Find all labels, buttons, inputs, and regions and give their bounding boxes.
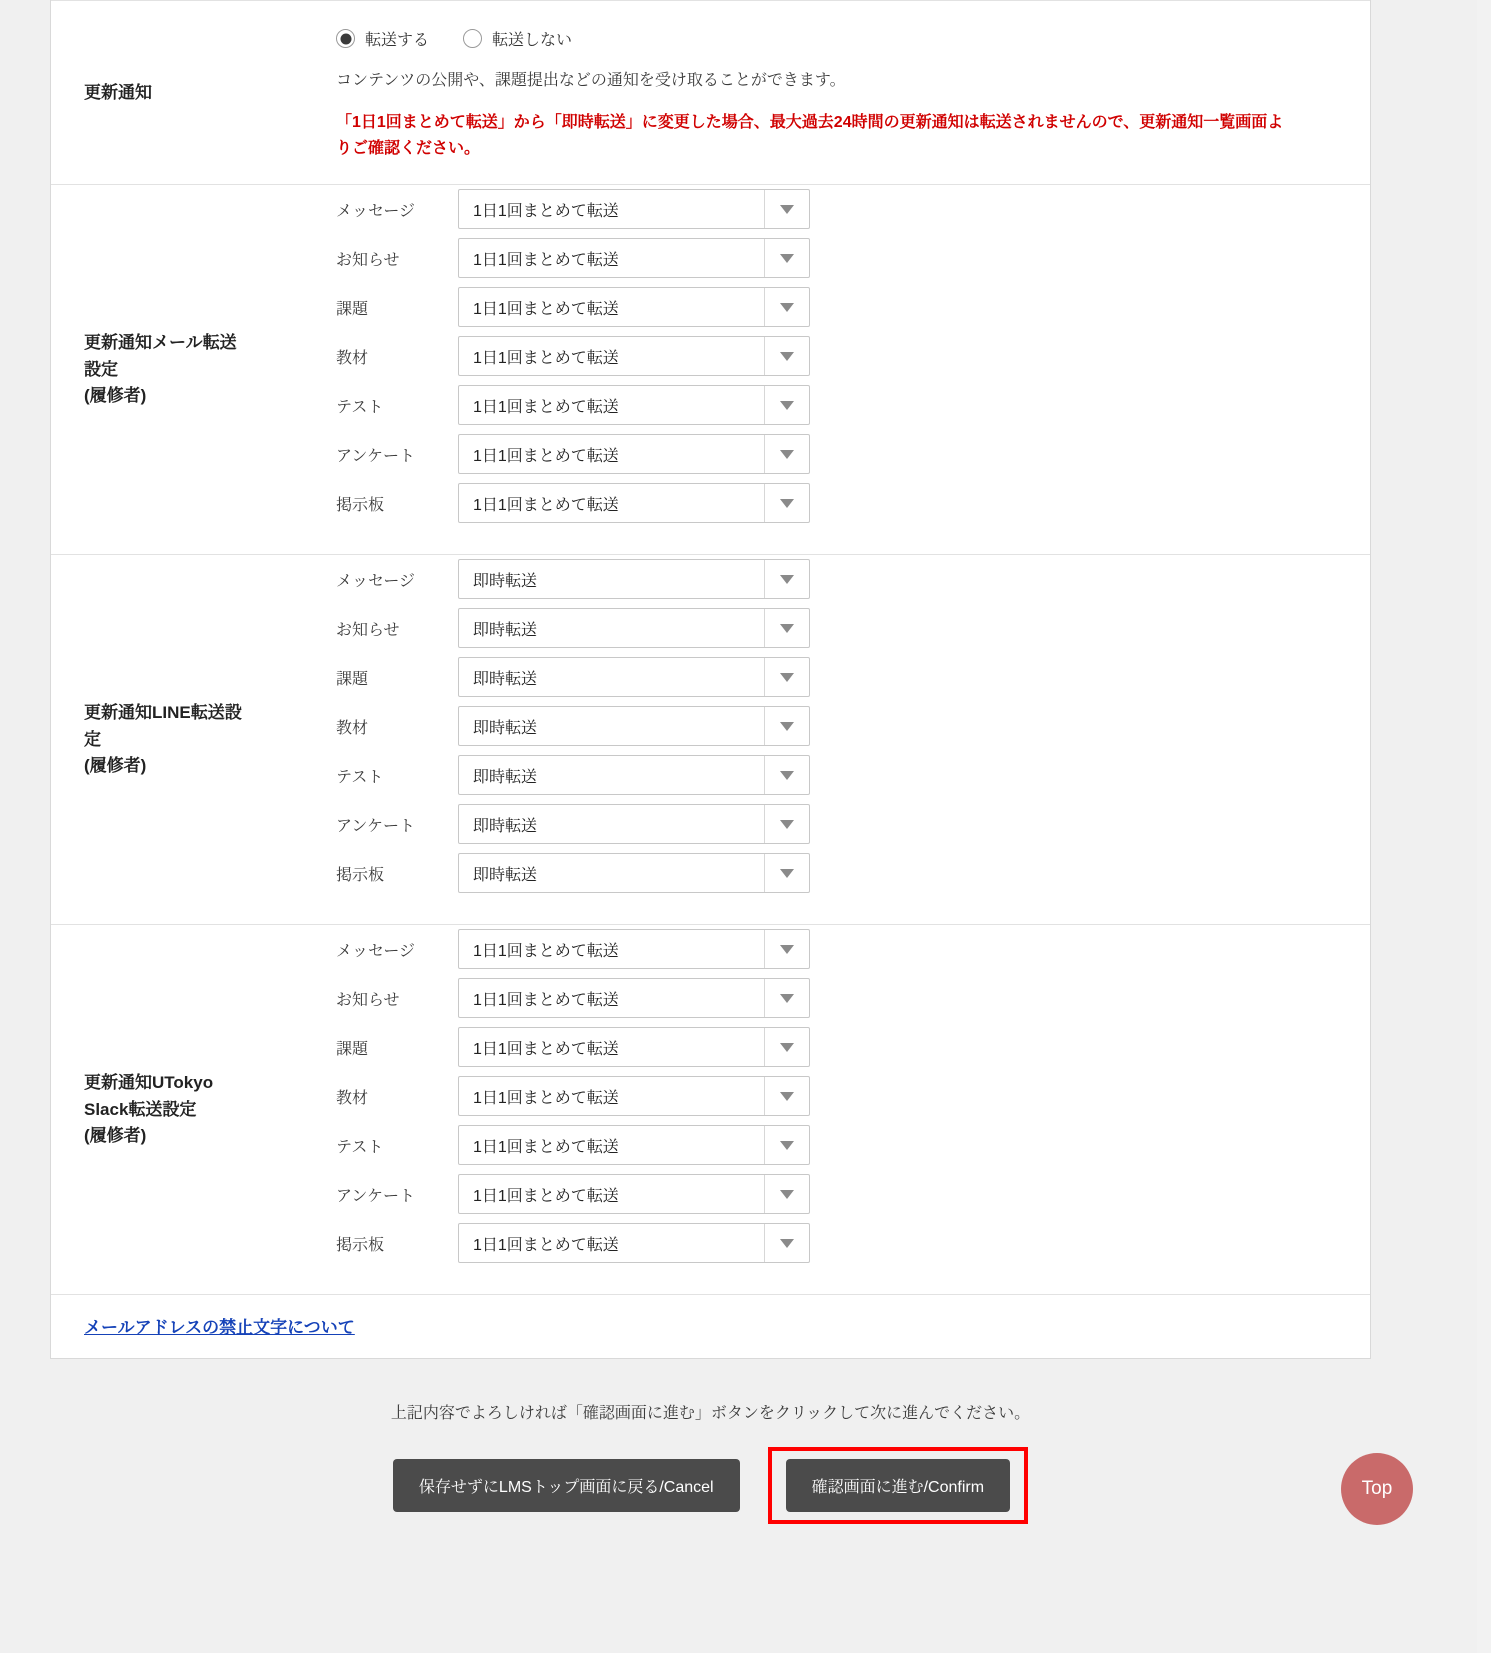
mail-select-news[interactable]: [458, 238, 810, 278]
section-slack-forward: [51, 924, 1370, 1294]
slack-select-message[interactable]: [458, 929, 810, 969]
line-label-board: 掲示板: [336, 866, 385, 884]
mail-select-board-value: 1日1回まとめて転送: [473, 496, 619, 514]
page-scrollbar[interactable]: [1477, 0, 1491, 1653]
line-row-message: [336, 559, 1350, 599]
update-notification-description: コンテンツの公開や、課題提出などの通知を受け取ることができます。: [336, 72, 846, 89]
slack-select-assignment-value: 1日1回まとめて転送: [473, 1040, 619, 1058]
mail-label-board: 掲示板: [336, 496, 385, 514]
line-label-material: 教材: [336, 719, 369, 737]
policy-link-row: [51, 1294, 1370, 1358]
slack-label-board: 掲示板: [336, 1236, 385, 1254]
chevron-down-icon[interactable]: [764, 386, 809, 424]
section-body-line-forward: [336, 555, 1370, 924]
chevron-down-icon[interactable]: [764, 1175, 809, 1213]
slack-select-test-value: 1日1回まとめて転送: [473, 1138, 619, 1156]
chevron-down-icon[interactable]: [764, 658, 809, 696]
slack-select-board-value: 1日1回まとめて転送: [473, 1236, 619, 1254]
line-select-assignment[interactable]: [458, 657, 810, 697]
line-row-news: [336, 608, 1350, 648]
slack-select-news-value: 1日1回まとめて転送: [473, 991, 619, 1009]
section-update-notification: [51, 0, 1370, 184]
chevron-down-icon[interactable]: [764, 854, 809, 892]
slack-row-material: [336, 1076, 1350, 1116]
chevron-down-icon[interactable]: [764, 805, 809, 843]
mail-select-survey[interactable]: [458, 434, 810, 474]
chevron-down-icon[interactable]: [764, 1028, 809, 1066]
slack-select-material[interactable]: [458, 1076, 810, 1116]
chevron-down-icon[interactable]: [764, 435, 809, 473]
mail-label-test: テスト: [336, 398, 384, 416]
chevron-down-icon[interactable]: [764, 239, 809, 277]
line-select-assignment-value: 即時転送: [473, 670, 538, 688]
slack-row-board: [336, 1223, 1350, 1263]
section-label-mail-forward: [51, 185, 336, 554]
line-forward-label-line2: 定: [84, 729, 101, 749]
slack-forward-label-line2: Slack転送設定: [84, 1099, 197, 1119]
slack-select-board[interactable]: [458, 1223, 810, 1263]
line-select-material-value: 即時転送: [473, 719, 538, 737]
line-label-test: テスト: [336, 768, 384, 786]
line-select-test[interactable]: [458, 755, 810, 795]
line-label-assignment: 課題: [336, 670, 369, 688]
mail-select-material[interactable]: [458, 336, 810, 376]
cancel-button[interactable]: 保存せずにLMSトップ画面に戻る/Cancel: [393, 1459, 740, 1512]
mail-label-assignment: 課題: [336, 300, 369, 318]
section-mail-forward: [51, 184, 1370, 554]
slack-select-survey[interactable]: [458, 1174, 810, 1214]
chevron-down-icon[interactable]: [764, 337, 809, 375]
section-label-line-forward: [51, 555, 336, 924]
chevron-down-icon[interactable]: [764, 484, 809, 522]
line-row-test: [336, 755, 1350, 795]
chevron-down-icon[interactable]: [764, 1077, 809, 1115]
section-body-update-notification: [336, 1, 1370, 184]
line-select-news[interactable]: [458, 608, 810, 648]
line-label-survey: アンケート: [336, 817, 416, 835]
line-label-news: お知らせ: [336, 621, 400, 639]
slack-row-news: [336, 978, 1350, 1018]
slack-row-assignment: [336, 1027, 1350, 1067]
chevron-down-icon[interactable]: [764, 979, 809, 1017]
chevron-down-icon[interactable]: [764, 756, 809, 794]
line-select-material[interactable]: [458, 706, 810, 746]
mail-row-news: [336, 238, 1350, 278]
slack-row-test: [336, 1125, 1350, 1165]
mail-select-assignment-value: 1日1回まとめて転送: [473, 300, 619, 318]
line-row-board: [336, 853, 1350, 893]
mail-forward-label-line2: 設定: [84, 359, 118, 379]
slack-forward-label-line3: (履修者): [84, 1126, 147, 1146]
slack-select-material-value: 1日1回まとめて転送: [473, 1089, 619, 1107]
chevron-down-icon[interactable]: [764, 609, 809, 647]
line-select-survey-value: 即時転送: [473, 817, 538, 835]
mail-row-test: [336, 385, 1350, 425]
section-body-mail-forward: [336, 185, 1370, 554]
slack-label-message: メッセージ: [336, 942, 416, 960]
slack-row-survey: [336, 1174, 1350, 1214]
chevron-down-icon[interactable]: [764, 707, 809, 745]
slack-label-news: お知らせ: [336, 991, 400, 1009]
mail-select-message[interactable]: [458, 189, 810, 229]
slack-label-material: 教材: [336, 1089, 369, 1107]
mail-forward-label-line1: 更新通知メール転送: [84, 333, 237, 353]
chevron-down-icon[interactable]: [764, 190, 809, 228]
chevron-down-icon[interactable]: [764, 930, 809, 968]
mail-row-assignment: [336, 287, 1350, 327]
radio-off-label: 転送しない: [492, 32, 573, 49]
chevron-down-icon[interactable]: [764, 1126, 809, 1164]
mail-select-board[interactable]: [458, 483, 810, 523]
slack-label-test: テスト: [336, 1138, 384, 1156]
section-body-slack-forward: [336, 925, 1370, 1294]
slack-row-message: [336, 929, 1350, 969]
radio-on-label: 転送する: [365, 32, 430, 49]
mail-select-survey-value: 1日1回まとめて転送: [473, 447, 619, 465]
mail-row-survey: [336, 434, 1350, 474]
line-row-survey: [336, 804, 1350, 844]
mail-select-news-value: 1日1回まとめて転送: [473, 251, 619, 269]
slack-label-survey: アンケート: [336, 1187, 416, 1205]
radio-forward-on[interactable]: [336, 27, 429, 50]
line-select-message-value: 即時転送: [473, 572, 538, 590]
scroll-to-top-button[interactable]: [1341, 1453, 1413, 1525]
forward-radio-group: [336, 27, 1350, 50]
mail-select-test[interactable]: [458, 385, 810, 425]
form-footer: [50, 1400, 1371, 1524]
confirm-button-highlight: [768, 1447, 1028, 1524]
confirm-button[interactable]: 確認画面に進む/Confirm: [786, 1459, 1010, 1512]
line-forward-label-line3: (履修者): [84, 756, 147, 776]
mail-label-news: お知らせ: [336, 251, 400, 269]
mail-row-material: [336, 336, 1350, 376]
mail-select-assignment[interactable]: [458, 287, 810, 327]
chevron-down-icon[interactable]: [764, 288, 809, 326]
mail-label-survey: アンケート: [336, 447, 416, 465]
line-select-test-value: 即時転送: [473, 768, 538, 786]
chevron-down-icon[interactable]: [764, 560, 809, 598]
chevron-down-icon[interactable]: [764, 1224, 809, 1262]
notification-settings-panel: [50, 0, 1371, 1359]
slack-label-assignment: 課題: [336, 1040, 369, 1058]
footer-button-bar: [50, 1447, 1371, 1524]
slack-select-survey-value: 1日1回まとめて転送: [473, 1187, 619, 1205]
section-label-slack-forward: [51, 925, 336, 1294]
footer-note: 上記内容でよろしければ「確認画面に進む」ボタンをクリックして次に進んでください。: [390, 1405, 1031, 1422]
email-forbidden-characters-link[interactable]: メールアドレスの禁止文字について: [84, 1318, 355, 1338]
radio-forward-off[interactable]: [463, 27, 572, 50]
section-label-update-notification: 更新通知: [84, 82, 152, 102]
slack-select-test[interactable]: [458, 1125, 810, 1165]
line-forward-label-line1: 更新通知LINE転送設: [84, 703, 242, 723]
slack-select-assignment[interactable]: [458, 1027, 810, 1067]
mail-label-message: メッセージ: [336, 202, 416, 220]
line-select-news-value: 即時転送: [473, 621, 538, 639]
line-select-board[interactable]: [458, 853, 810, 893]
line-select-board-value: 即時転送: [473, 866, 538, 884]
slack-select-message-value: 1日1回まとめて転送: [473, 942, 619, 960]
line-label-message: メッセージ: [336, 572, 416, 590]
line-row-material: [336, 706, 1350, 746]
mail-forward-label-line3: (履修者): [84, 386, 147, 406]
line-select-survey[interactable]: [458, 804, 810, 844]
section-line-forward: [51, 554, 1370, 924]
mail-select-message-value: 1日1回まとめて転送: [473, 202, 619, 220]
radio-on-icon[interactable]: [336, 29, 355, 48]
slack-forward-label-line1: 更新通知UTokyo: [84, 1073, 214, 1093]
mail-select-test-value: 1日1回まとめて転送: [473, 398, 619, 416]
mail-row-board: [336, 483, 1350, 523]
radio-off-icon[interactable]: [463, 29, 482, 48]
update-notification-warning: 「1日1回まとめて転送」から「即時転送」に変更した場合、最大過去24時間の更新通知は転送されませんので、更新通知一覧画面よりご確認ください。: [336, 113, 1284, 157]
scroll-to-top-label: Top: [1361, 1478, 1393, 1499]
line-row-assignment: [336, 657, 1350, 697]
mail-row-message: [336, 189, 1350, 229]
slack-select-news[interactable]: [458, 978, 810, 1018]
mail-label-material: 教材: [336, 349, 369, 367]
mail-select-material-value: 1日1回まとめて転送: [473, 349, 619, 367]
line-select-message[interactable]: [458, 559, 810, 599]
